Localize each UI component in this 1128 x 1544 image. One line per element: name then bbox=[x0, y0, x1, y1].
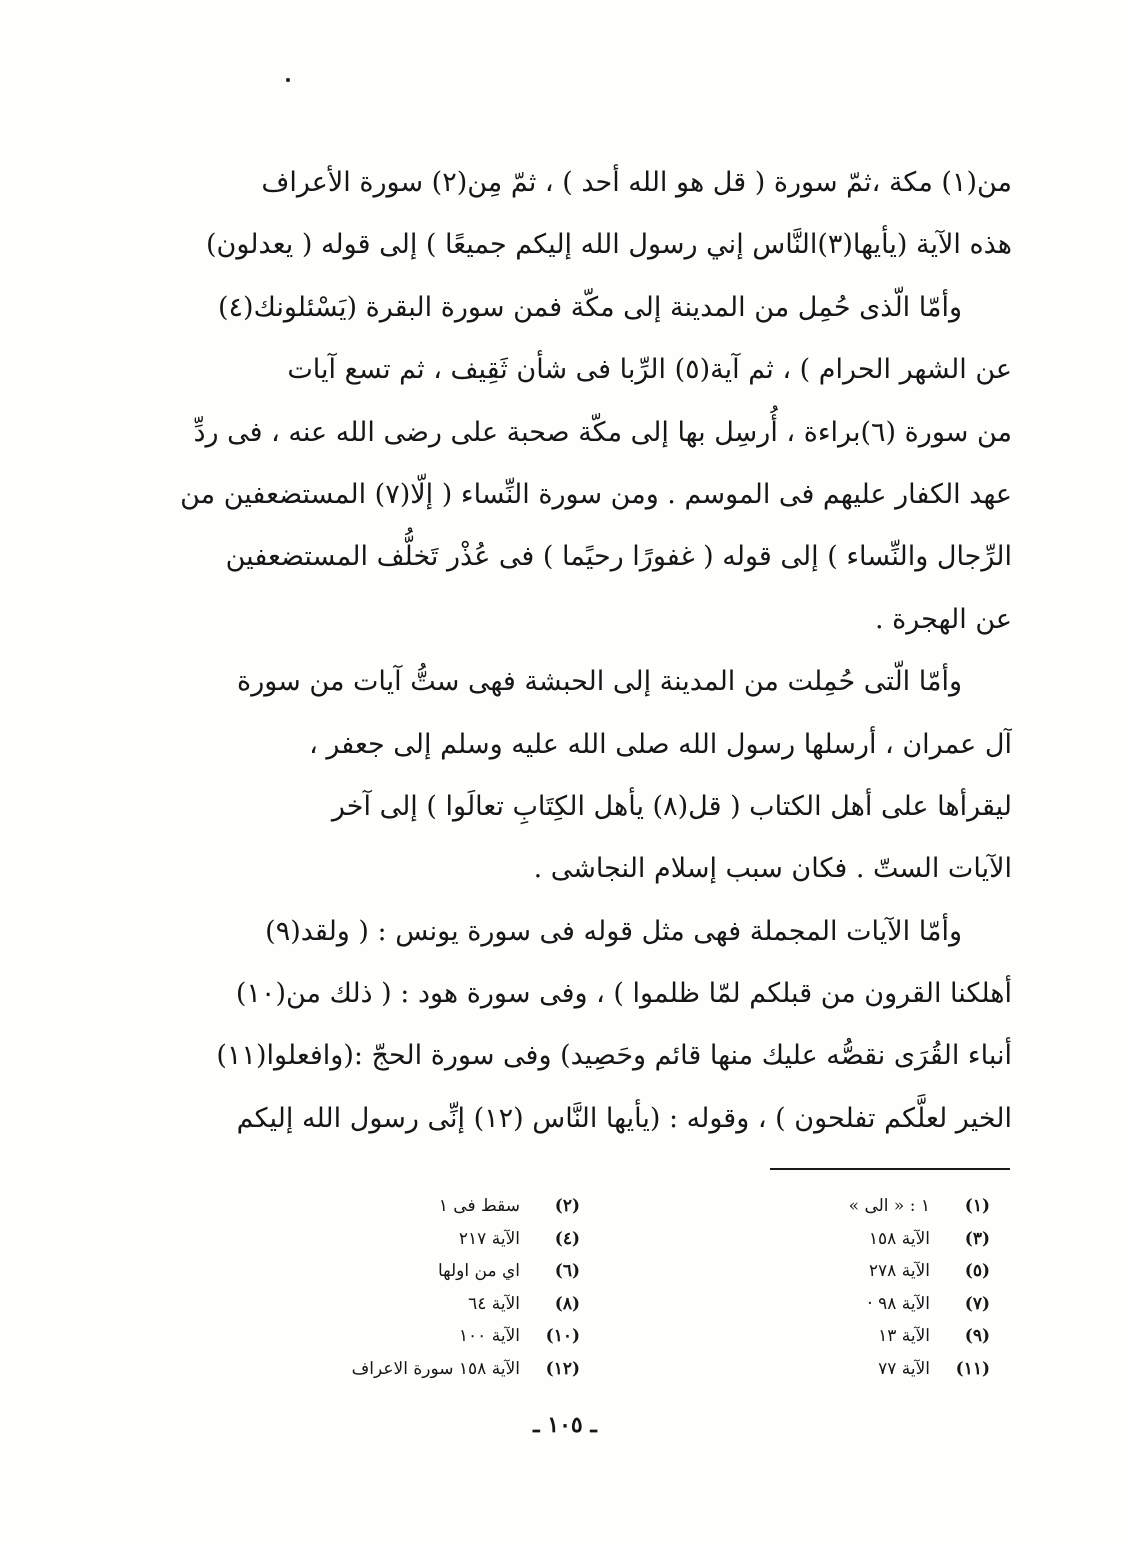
text-line: وأمّا الّذى حُمِل من المدينة إلى مكّة فمن سورة البقرة (يَسْئلونك(٤) bbox=[217, 291, 962, 323]
footnote bbox=[240, 1190, 580, 1223]
footnote bbox=[240, 1320, 580, 1353]
ink-speck bbox=[286, 78, 290, 82]
text-line: آل عمران ، أرسلها رسول الله صلى الله عليه وسلم إلى جعفر ، bbox=[309, 728, 1012, 760]
footnote-number: (٢) bbox=[554, 1196, 580, 1216]
footnote bbox=[240, 1255, 580, 1288]
text-line: عهد الكفار عليهم فى الموسم . ومن سورة النِّساء ( إلّا(٧) المستضعفين من bbox=[180, 478, 1012, 510]
text-line: من(١) مكة ،ثمّ سورة ( قل هو الله أحد ) ، ثمّ مِن(٢) سورة الأعراف bbox=[261, 167, 1012, 198]
text-line: عن الشهر الحرام ) ، ثم آية(٥) الرِّبا فى شأن ثَقِيف ، ثم تسع آيات bbox=[287, 354, 1012, 386]
footnote-divider bbox=[770, 1168, 1010, 1170]
footnote-text: الآية ١٥٨ bbox=[868, 1228, 930, 1249]
footnote-number: (٨) bbox=[554, 1293, 580, 1314]
text-line: هذه الآية (يأيها(٣)النَّاس إني رسول الله إليكم جميعًا ) إلى قوله ( يعدلون) bbox=[206, 229, 1012, 261]
footnote bbox=[780, 1223, 990, 1256]
body-text bbox=[160, 152, 1012, 1150]
text-line: أهلكنا القرون من قبلكم لمّا ظلموا ) ، وفى سورة هود : ( ذلك من(١٠) bbox=[235, 978, 1012, 1010]
footnote-text: الآية ١٠٠ bbox=[458, 1326, 520, 1346]
footnote-text: اي من اولها bbox=[437, 1261, 520, 1281]
footnote-text: الآية ٢٧٨ bbox=[868, 1261, 930, 1281]
page-number: ـ ١٠٥ ـ bbox=[533, 1412, 597, 1438]
footnote-text: الآية ٢١٧ bbox=[458, 1228, 520, 1249]
footnote-text: الآية ١٣ bbox=[878, 1326, 930, 1346]
footnote-number: (١١) bbox=[955, 1358, 990, 1379]
footnote-text: الآية ٩٨ · bbox=[867, 1293, 930, 1314]
footnote-text: الآية ٧٧ bbox=[878, 1358, 930, 1379]
footnote bbox=[240, 1353, 580, 1386]
footnote bbox=[240, 1223, 580, 1256]
text-line: وأمّا الّتى حُمِلت من المدينة إلى الحبشة فهى ستُّ آيات من سورة bbox=[237, 666, 962, 698]
footnote bbox=[780, 1190, 990, 1223]
text-line: الخير لعلَّكم تفلحون ) ، وقوله : (يأيها النَّاس (١٢) إنِّى رسول الله إليكم bbox=[236, 1102, 1012, 1134]
footnote-number: (٧) bbox=[964, 1293, 990, 1314]
footnote-text: ١ : « الى » bbox=[848, 1196, 930, 1216]
footnote-number: (٩) bbox=[964, 1326, 990, 1346]
footnote-number: (١٢) bbox=[545, 1358, 580, 1379]
text-line: وأمّا الآيات المجملة فهى مثل قوله فى سورة يونس : ( ولقد(٩) bbox=[265, 915, 962, 947]
footnote-number: (٥) bbox=[964, 1261, 990, 1281]
footnote-text: الآية ١٥٨ سورة الاعراف bbox=[351, 1358, 520, 1379]
text-line: من سورة (٦)براءة ، أُرسِل بها إلى مكّة صحبة على رضى الله عنه ، فى ردِّ bbox=[193, 416, 1012, 448]
footnote-number: (١) bbox=[964, 1196, 990, 1216]
footnote-number: (٤) bbox=[554, 1228, 580, 1249]
footnotes-right-column bbox=[780, 1190, 990, 1385]
footnote bbox=[780, 1353, 990, 1386]
text-line: ليقرأها على أهل الكتاب ( قل(٨) يأهل الكِتَابِ تعالَوا ) إلى آخر bbox=[331, 790, 1012, 822]
text-line: الرِّجال والنِّساء ) إلى قوله ( غفورًا رحيًما ) فى عُذْر تَخلُّف المستضعفين bbox=[225, 541, 1012, 573]
footnote bbox=[780, 1288, 990, 1321]
footnote-text: الآية ٦٤ bbox=[468, 1293, 520, 1314]
footnote bbox=[240, 1288, 580, 1321]
footnote-text: سقط فى ١ bbox=[438, 1196, 520, 1216]
footnote-number: (١٠) bbox=[545, 1326, 580, 1346]
footnote-number: (٣) bbox=[964, 1228, 990, 1249]
text-line: عن الهجرة . bbox=[874, 603, 1012, 635]
text-line: الآيات الستّ . فكان سبب إسلام النجاشى . bbox=[533, 853, 1012, 885]
footnotes-left-column bbox=[240, 1190, 580, 1385]
text-line: أنباء القُرَى نقصُّه عليك منها قائم وحَصِيد) وفى سورة الحجّ :(وافعلوا(١١) bbox=[216, 1040, 1012, 1072]
footnote-number: (٦) bbox=[554, 1261, 580, 1281]
footnote bbox=[780, 1255, 990, 1288]
footnote bbox=[780, 1320, 990, 1353]
